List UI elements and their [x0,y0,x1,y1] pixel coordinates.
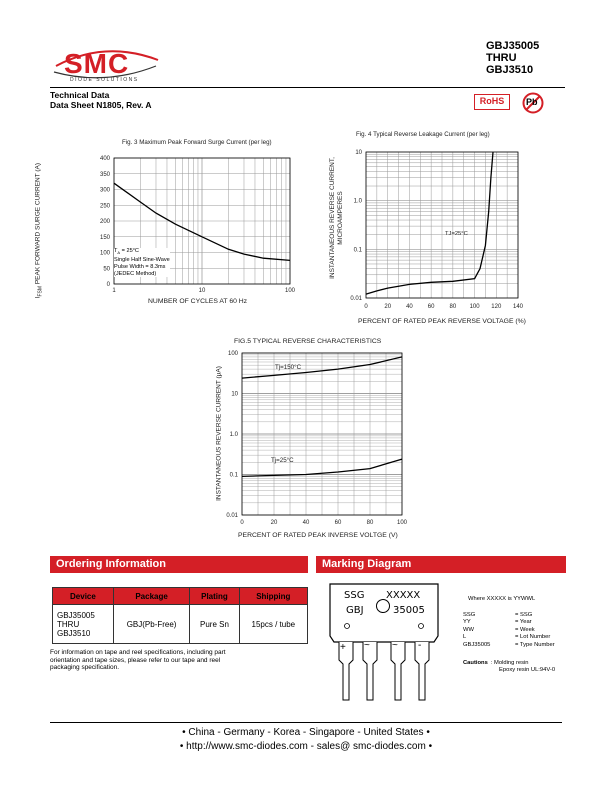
fig4-ytick: 10 [355,150,362,156]
fig4-xtick: 80 [449,304,457,310]
doc-number: Data Sheet N1805, Rev. A [50,100,152,110]
ordering-plating-cell: Pure Sn [190,605,239,644]
ordering-package-cell: GBJ(Pb-Free) [113,605,189,644]
part-line: GBJ3510 [486,64,534,76]
doc-title: Technical Data [50,90,110,100]
fig3-notes [114,248,170,277]
legend-row: YY = Year [463,619,532,626]
fig3-xtick: 1 [112,288,116,294]
legend-row: SSG = SSG [463,612,533,618]
legend-row: L = Lot Number [463,634,551,641]
fig4-xtick: 60 [427,304,435,310]
fig3-note: Pulse Width = 8.3ms [114,263,166,270]
marking-where: Where XXXXX is YYWWL [468,596,536,602]
fig3-chart [60,140,320,320]
fig4-curve-label: TJ=25°C [445,231,468,237]
ordering-note: For information on tape and reel specifications, including part orientation and tape sizes, please refer to our tape and reel packaging specification. [50,649,226,671]
pin-label: + [340,642,346,653]
part-line: THRU [486,52,517,64]
fig4-ylabel-line1: INSTANTANEOUS REVERSE CURRENT, [329,157,336,279]
fig5-ytick: 0.01 [226,513,238,519]
ordering-shipping-cell: 15pcs / tube [239,605,307,644]
marking-title: Marking Diagram [322,558,412,570]
header-rule [50,87,565,88]
fig3-ytick: 250 [99,203,110,210]
legend-row: GBJ35005 = Type Number [463,641,555,648]
fig5-caption: FIG.5 TYPICAL REVERSE CHARACTERISTICS [234,338,382,345]
marking-line2-right: 35005 [393,605,425,616]
fig4-ytick: 1.0 [353,198,362,205]
ordering-section-header [50,556,308,573]
pin-label: ~ [392,640,398,651]
fig3-ylabel-rest: PEAK FORWARD SURGE CURRENT (A) [34,162,42,286]
caution-label: Cautions [463,660,488,666]
fig5-ytick: 1.0 [229,432,238,438]
ordering-header-row [53,588,308,605]
ordering-col-package: Package [113,588,189,605]
fig3-caption: Fig. 3 Maximum Peak Forward Surge Current (per leg) [122,139,272,146]
fig5-chart [220,345,420,535]
footer-rule [50,722,562,723]
ordering-col-shipping: Shipping [239,588,307,605]
fig4-xlabel: PERCENT OF RATED PEAK REVERSE VOLTAGE (%) [358,318,526,325]
marking-section-header [316,556,566,573]
fig3-note: Single Half Sine-Wave [114,256,170,263]
fig5-ytick: 0.1 [229,472,238,479]
part-line: GBJ35005 [486,40,540,52]
marking-line1-left: SSG [344,590,365,601]
rohs-text: RoHS [479,96,505,106]
fig3-ytick: 0 [106,282,110,288]
fig3-ytick: 100 [99,250,110,257]
pin-label: ~ [364,640,370,651]
part-number-block [486,40,539,76]
footer-contact: • http://www.smc-diodes.com - sales@ smc-diodes.com • [179,741,433,752]
fig5-ylabel: INSTANTANEOUS REVERSE CURRENT (μA) [215,366,223,501]
fig3-ytick: 200 [99,219,110,225]
fig5-ytick: 100 [227,351,238,357]
fig3-ylabel-sub: FSM [37,285,44,297]
fig3-xtick: 10 [198,288,206,294]
caution-line1: : Molding resin [490,660,529,666]
doc-info [50,90,152,110]
ordering-table [52,587,308,644]
fig5-label-hot: Tj=150°C [275,364,302,371]
fig4-ylabel-line2: MICROAMPERES [337,191,344,245]
fig5-xtick: 0 [240,520,244,526]
fig4-ylabel [329,143,345,293]
fig4-ytick: 0.01 [350,296,362,302]
fig4-xtick: 0 [364,304,368,310]
fig3-ytick: 50 [103,266,110,273]
fig5-ytick: 10 [231,391,238,398]
fig3-ylabel-i: I [34,296,42,299]
fig5-xtick: 20 [270,520,278,526]
fig4-xtick: 140 [512,304,524,310]
fig3-ytick: 150 [99,234,110,241]
marking-line2-left: GBJ [346,605,364,616]
fig4-caption: Fig. 4 Typical Reverse Leakage Current (per leg) [356,131,490,138]
fig4-leakage-curve [366,152,493,294]
marking-legend [463,612,573,649]
legend-row: WW = Week [463,626,535,633]
fig5-xtick: 60 [334,520,342,526]
fig3-note: (JEDEC Method) [114,270,157,277]
table-row [53,605,308,644]
footer-locations: • China - Germany - Korea - Singapore - United States • [182,727,430,738]
ordering-device-cell: GBJ35005 THRU GBJ3510 [53,605,114,644]
fig4-xtick: 20 [384,304,392,310]
fig3-xlabel: NUMBER OF CYCLES AT 60 Hz [148,298,248,305]
caution-line2: Epoxy resin UL:94V-0 [499,667,556,674]
company-logo [50,44,160,84]
fig4-xtick: 120 [491,304,502,310]
fig3-ytick: 300 [99,187,110,194]
ordering-col-device: Device [53,588,114,605]
fig4-xtick: 100 [469,304,480,310]
pin-label: - [418,640,422,651]
fig3-ytick: 400 [99,156,110,162]
pb-text: Pb [526,97,538,107]
fig3-note-temp: $T_A = 25^\circ C$ [114,248,139,256]
fig5-xlabel: PERCENT OF RATED PEAK INVERSE VOLTGE (V) [238,532,398,539]
fig4-xtick: 40 [406,304,413,310]
rohs-badge [474,94,510,110]
logo-text: SMC [64,48,130,79]
ordering-col-plating: Plating [190,588,239,605]
fig5-xtick: 80 [366,520,374,526]
pb-free-icon [522,92,544,114]
fig5-xtick: 40 [302,520,310,526]
marking-caution [463,660,573,675]
marking-line1-right: XXXXX [386,590,421,601]
fig5-xtick: 100 [396,520,408,526]
ordering-title: Ordering Information [56,558,166,570]
fig5-label-cold: Tj=25°C [271,457,294,464]
fig3-xtick: 100 [284,288,296,294]
fig3-ylabel [34,146,43,316]
logo-subtitle: DIODE SOLUTIONS [70,77,139,83]
fig4-ytick: 0.1 [353,247,362,254]
fig3-ytick: 350 [99,171,110,178]
